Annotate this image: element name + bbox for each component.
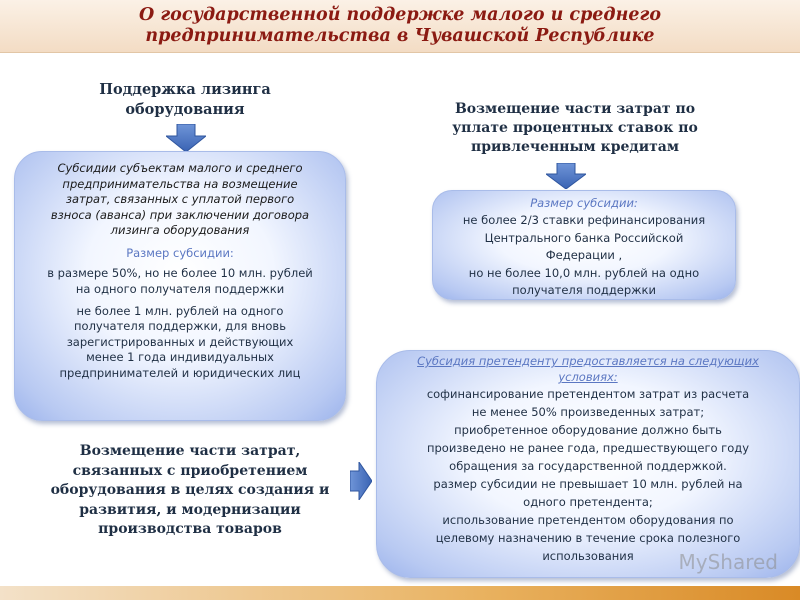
interest-terms: не более 2/3 ставки рефинансирования Центрального банка Российской Федерации , но не более 10,0 млн. рублей на одно получателя поддержки [462, 213, 706, 297]
interest-size-label: Размер субсидии: [530, 196, 638, 210]
watermark: MyShared [678, 550, 778, 574]
title-bar [0, 0, 800, 53]
title-line-1: О государственной поддержке малого и среднего [138, 5, 662, 25]
leasing-description: Субсидии субъектам малого и среднего предпринимательства на возмещение затрат, связанных с уплатой первого взноса (аванса) при заключении договора лизинга оборудования [50, 161, 310, 237]
footer-band [0, 586, 800, 600]
leasing-size-label: Размер субсидии: [126, 245, 234, 260]
arrow-right-icon [350, 462, 372, 500]
title-line-2: предпринимательства в Чувашской Республике [145, 26, 655, 46]
equipment-conditions-panel [376, 350, 800, 578]
equipment-conditions-list: софинансирование претендентом затрат из расчета не менее 50% произведенных затрат; приобретенное оборудование должно быть произведено не ранее года, предшествующего году обращения за государственной поддержкой. размер субсидии не превышает 10 млн. рублей на одного претендента; использование претендентом оборудования по целевому назначению в течение срока полезного использования [426, 387, 750, 563]
equipment-conditions-title: Субсидия претенденту предоставляется на следующих условиях: [417, 354, 759, 384]
page-title [0, 5, 800, 47]
interest-heading: Возмещение части затрат по уплате процентных ставок по привлеченным кредитам [452, 101, 698, 155]
arrow-down-icon [546, 163, 586, 189]
equipment-heading: Возмещение части затрат, связанных с приобретением оборудования в целях создания и развития, и модернизации производства товаров [50, 443, 330, 537]
leasing-item-1: в размере 50%, но не более 10 млн. рублей на одного получателя поддержки [47, 265, 313, 296]
arrow-down-icon [166, 124, 206, 152]
leasing-item-2: не более 1 млн. рублей на одного получателя поддержки, для вновь зарегистрированных и действующих менее 1 года индивидуальных предпринимателей и юридических лиц [59, 303, 301, 380]
leasing-heading: Поддержка лизинга оборудования [99, 81, 271, 118]
leasing-subsidy-panel [14, 151, 346, 421]
interest-subsidy-panel [432, 190, 736, 300]
